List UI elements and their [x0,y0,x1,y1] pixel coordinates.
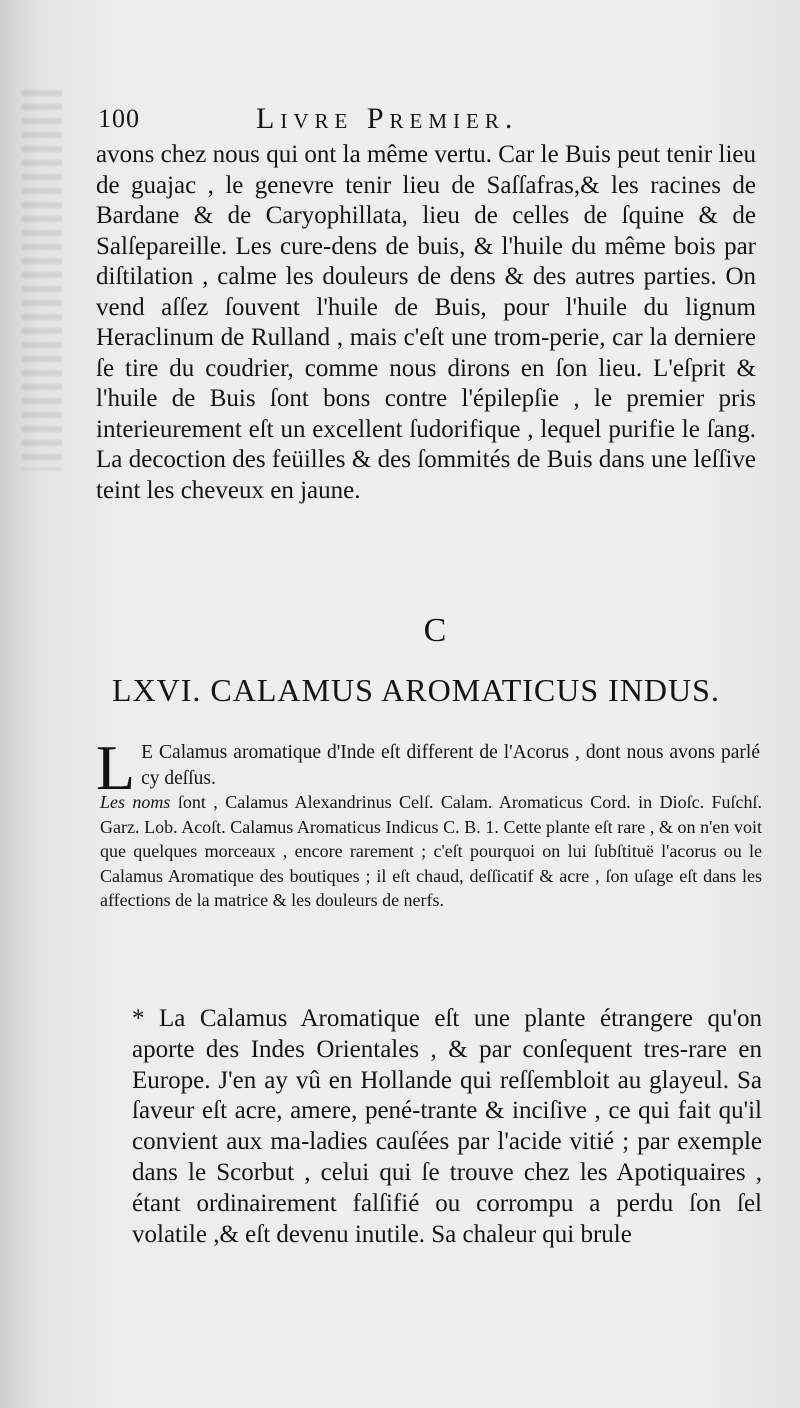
note-paragraph [98,1004,762,1250]
page-header [98,102,738,142]
names-lead: Les noms [100,792,171,812]
continued-paragraph [96,140,756,506]
paragraph-text: avons chez nous qui ont la même vertu. Car le Buis peut tenir lieu de guajac , le genevre tenir lieu de Saſſafras,& les racines de Bardane & de Caryophillata, lieu de celles de ſquine & de Salſepareille. Les cure-dens de buis, & l'huile du même bois par diſtilation , calme les douleurs de dens & des autres parties. On vend aſſez ſouvent l'huile de Buis, pour l'huile du lignum Heraclinum de Rulland , mais c'eſt une trom-perie, car la derniere ſe tire du coudrier, comme nous dirons en ſon lieu. L'eſprit & l'huile de Buis ſont bons contre l'épilepſie , le premier pris interieurement eſt un excellent ſudorifique , lequel purifie le ſang. La decoction des feüilles & des ſommités de Buis dans une leſſive teint les cheveux en jaune. [96,141,756,504]
names-text: ſont , Calamus Alexandrinus Celſ. Calam. Aromaticus Cord. in Dioſc. Fuſchſ. Garz. Lob. Acoſt. Calamus Aromaticus Indicus C. B. 1. Cette plante eſt rare , & on n'en voit que quelques morceaux , encore rarement ; c'eſt pourquoi on lui ſubſtituë l'acorus ou le Calamus Aromatique des boutiques ; il eſt chaud, deſſicatif & acre , ſon uſage eſt dans les affections de la matrice & les douleurs de nerfs. [100,792,762,910]
section-title: LXVI. CALAMUS AROMATICUS INDUS. [112,672,720,708]
drop-cap: L [96,732,136,803]
letter-heading: C [423,612,449,649]
intro-text: E Calamus aromatique d'Inde eſt different de l'Acorus , dont nous avons parlé cy deſſus. [141,742,760,789]
page-number: 100 [98,104,140,133]
running-head: Livre Premier. [256,102,519,135]
bleed-through-text [22,90,62,470]
names-paragraph [100,790,762,913]
note-text: * La Calamus Aromatique eſt une plante étrangere qu'on aporte des Indes Orientales , & par conſequent tres-rare en Europe. J'en ay vû en Hollande qui reſſembloit au glayeul. Sa ſaveur eſt acre, amere, pené-trante & inciſive , ce qui fait qu'il convient aux ma-ladies cauſées par l'acide vitié ; par exemple dans le Scorbut , celui qui ſe trouve chez les Apotiquaires , étant ordinairement falſifié ou corrompu a perdu ſon ſel volatile ,& eſt devenu inutile. Sa chaleur qui brule [132,1005,762,1248]
